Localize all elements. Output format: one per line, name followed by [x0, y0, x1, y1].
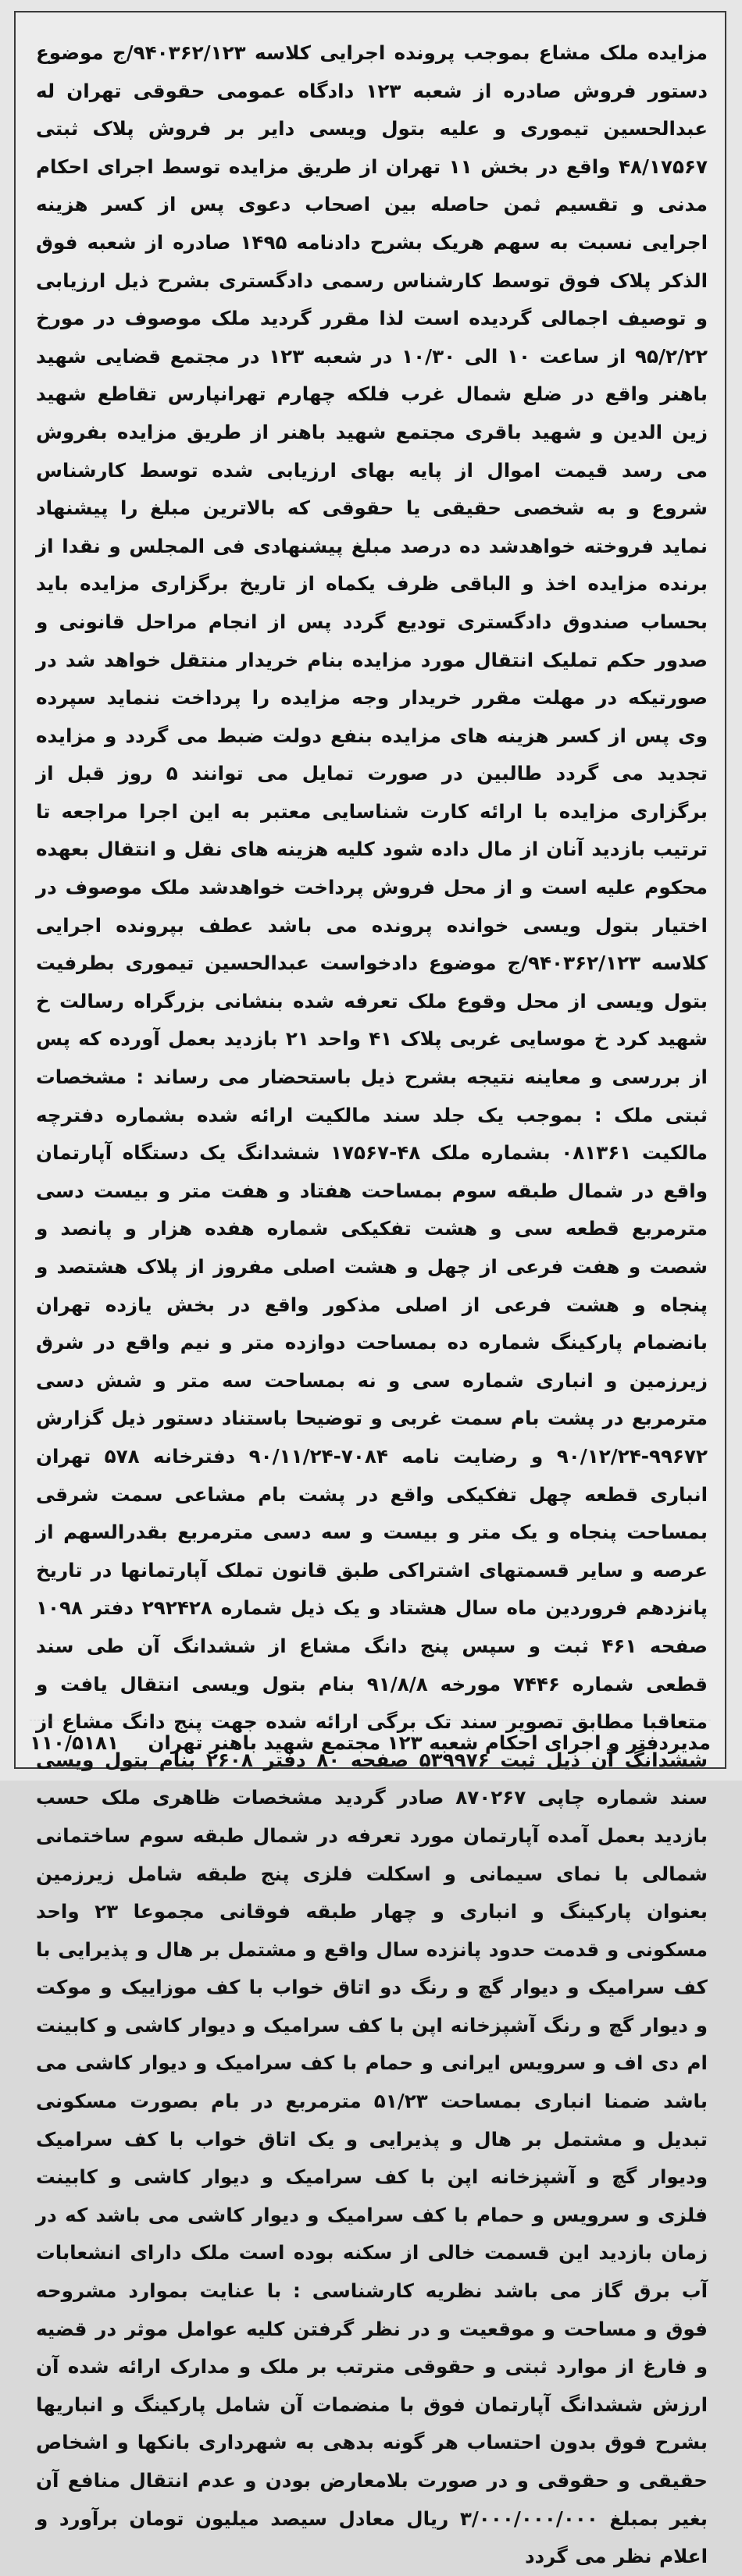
notice-body-text: مزایده ملک مشاع بموجب پرونده اجرایی کلاسه ۹۴۰۳۶۲/۱۲۳/ج موضوع دستور فروش صادره از شعبه ۱۲۳ دادگاه عمومی حقوقی تهران له عبدالحسین تیموری و علیه بتول ویسی دایر بر فروش پلاک ثبتی ۴۸/۱۷۵۶۷ واقع در بخش ۱۱ تهران از طریق مزایده توسط اجرای احکام مدنی و تقسیم ثمن حاصله بین اصحاب دعوی پس از کسر هزینه اجرایی نسبت به سهم هریک بشرح دادنامه ۱۴۹۵ صادره از شعبه فوق الذکر پلاک فوق توسط کارشناس رسمی دادگستری بشرح ذیل ارزیابی و توصیف اجمالی گردیده است لذا مقرر گردید ملک موصوف در مورخ ۹۵/۲/۲۲ از ساعت ۱۰ الی ۱۰/۳۰ در شعبه ۱۲۳ در مجتمع قضایی شهید باهنر واقع در ضلع شمال غرب فلکه چهارم تهرانپارس تقاطع شهید زین الدین و شهید باقری مجتمع شهید باهنر از طریق مزایده بفروش می رسد قیمت اموال از پایه بهای ارزیابی شده توسط کارشناس شروع و به شخصی حقیقی یا حقوقی که بالاترین مبلغ را پیشنهاد نماید فروخته خواهدشد ده درصد مبلغ پیشنهادی فی المجلس و نقدا از برنده مزایده اخذ و الباقی ظرف یکماه از تاریخ برگزاری مزایده باید بحساب صندوق دادگستری تودیع گردد پس از انجام مراحل قانونی و صدور حکم تملیک انتقال مورد مزایده بنام خریدار منتقل خواهد شد در صورتیکه در مهلت مقرر خریدار وجه مزایده را پرداخت ننماید سپرده وی پس از کسر هزینه های مزایده بنفع دولت ضبط می گردد و مزایده تجدید می گردد طالبین در صورت تمایل می توانند ۵ روز قبل از برگزاری مزایده با ارائه کارت شناسایی معتبر به این اجرا مراجعه تا ترتیب بازدید آنان از مال داده شود کلیه هزینه های نقل و انتقال بعهده محکوم علیه است و از محل فروش پرداخت خواهدشد ملک موصوف در اختیار بتول ویسی خوانده پرونده می باشد عطف بپرونده اجرایی کلاسه ۹۴۰۳۶۲/۱۲۳/ج موضوع دادخواست عبدالحسین تیموری بطرفیت بتول ویسی از محل وقوع ملک تعرفه شده بنشانی بزرگراه رسالت خ شهید کرد خ موسایی غربی پلاک ۴۱ واحد ۲۱ بازدید بعمل آورده که پس از بررسی و معاینه نتیجه بشرح ذیل باستحضار می رساند : مشخصات ثبتی ملک : بموجب یک جلد سند مالکیت ارائه شده بشماره دفترچه مالکیت ۰۸۱۳۶۱ بشماره ملک ۴۸-۱۷۵۶۷ ششدانگ یک دستگاه آپارتمان واقع در شمال طبقه سوم بمساحت هفتاد و هفت متر و بیست دسی مترمربع قطعه سی و هشت تفکیکی شماره هفده هزار و پانصد و شصت و هفت فرعی از چهل و هشت اصلی مفروز از پلاک هشتصد و پنجاه و هشت فرعی از اصلی مذکور واقع در بخش یازده تهران بانضمام پارکینگ شماره ده بمساحت دوازده متر و نیم واقع در شرق زیرزمین و انباری شماره سی و نه بمساحت سه متر و شش دسی مترمربع در پشت بام سمت غربی و توضیحا باستناد دستور ذیل گزارش ۹۹۶۷۲-۹۰/۱۲/۲۴ و رضایت نامه ۷۰۸۴-۹۰/۱۱/۲۴ دفترخانه ۵۷۸ تهران انباری قطعه چهل تفکیکی واقع در پشت بام مشاعی سمت شرقی بمساحت پنجاه و یک متر و بیست و سه دسی مترمربع بقدرالسهم از عرصه و سایر قسمتهای اشتراکی طبق قانون تملک آپارتمانها در تاریخ پانزدهم فروردین ماه سال هشتاد و یک ذیل شماره ۲۹۲۴۲۸ دفتر ۱۰۹۸ صفحه ۴۶۱ ثبت و سپس پنج دانگ مشاع از ششدانگ آن طی سند قطعی شماره ۷۴۴۶ مورخه ۹۱/۸/۸ بنام بتول ویسی انتقال یافت و متعاقبا مطابق تصویر سند تک برگی ارائه شده جهت پنج دانگ مشاع از ششدانگ آن ذیل ثبت ۵۳۹۹۷۶ صفحه ۸۰ دفتر ۲۶۰۸ بنام بتول ویسی سند شماره چاپی ۸۷۰۲۶۷ صادر گردید مشخصات ظاهری ملک حسب بازدید بعمل آمده آپارتمان مورد تعرفه در شمال طبقه سوم ساختمانی شمالی با نمای سیمانی و اسکلت فلزی پنج طبقه شامل زیرزمین بعنوان پارکینگ و انباری و چهار طبقه فوقانی مجموعا ۲۳ واحد مسکونی و قدمت حدود پانزده سال واقع و مشتمل بر هال و پذیرایی با کف سرامیک و دیوار گچ و رنگ دو اتاق خواب با کف موزاییک و موکت و دیوار گچ و رنگ آشپزخانه اپن با کف سرامیک و دیوار کاشی و کابینت ام دی اف و سرویس ایرانی و حمام با کف سرامیک و دیوار کاشی می باشد ضمنا انباری بمساحت ۵۱/۲۳ مترمربع در بام بصورت مسکونی تبدیل و مشتمل بر هال و پذیرایی و یک اتاق خواب با کف سرامیک ودیوار گچ و آشپزخانه اپن با کف سرامیک و دیوار کاشی و کابینت فلزی و سرویس و حمام با کف سرامیک و دیوار کاشی می باشد که در زمان بازدید این قسمت خالی از سکنه بوده است ملک دارای انشعابات آب برق گاز می باشد نظریه کارشناسی : با عنایت بموارد مشروحه فوق و مساحت و موقعیت و در نظر گرفتن کلیه عوامل موثر در قضیه و فارغ از موارد ثبتی و حقوقی مترتب بر ملک و مدارک ارائه شده آن ارزش ششدانگ آپارتمان فوق با منضمات آن شامل پارکینگ و انباریها بشرح فوق بدون احتساب هر گونه بدهی به شهرداری بانکها و اشخاص حقیقی و حقوقی و در صورت بلامعارض بودن و عدم انتقال منافع آن بغیر بمبلغ ۳/۰۰۰/۰۰۰/۰۰۰ ریال معادل سیصد میلیون تومان برآورد و اعلام نظر می گردد — [36, 41, 708, 2568]
notice-footer — [30, 1724, 711, 1761]
notice-code: ۱۱۰/۵۱۸۱ — [30, 1731, 120, 1754]
signature-line: مدیردفتر و اجرای احکام شعبه ۱۲۳ مجتمع شهید باهنر تهران — [148, 1731, 711, 1754]
auction-notice-clipping — [14, 11, 726, 2568]
